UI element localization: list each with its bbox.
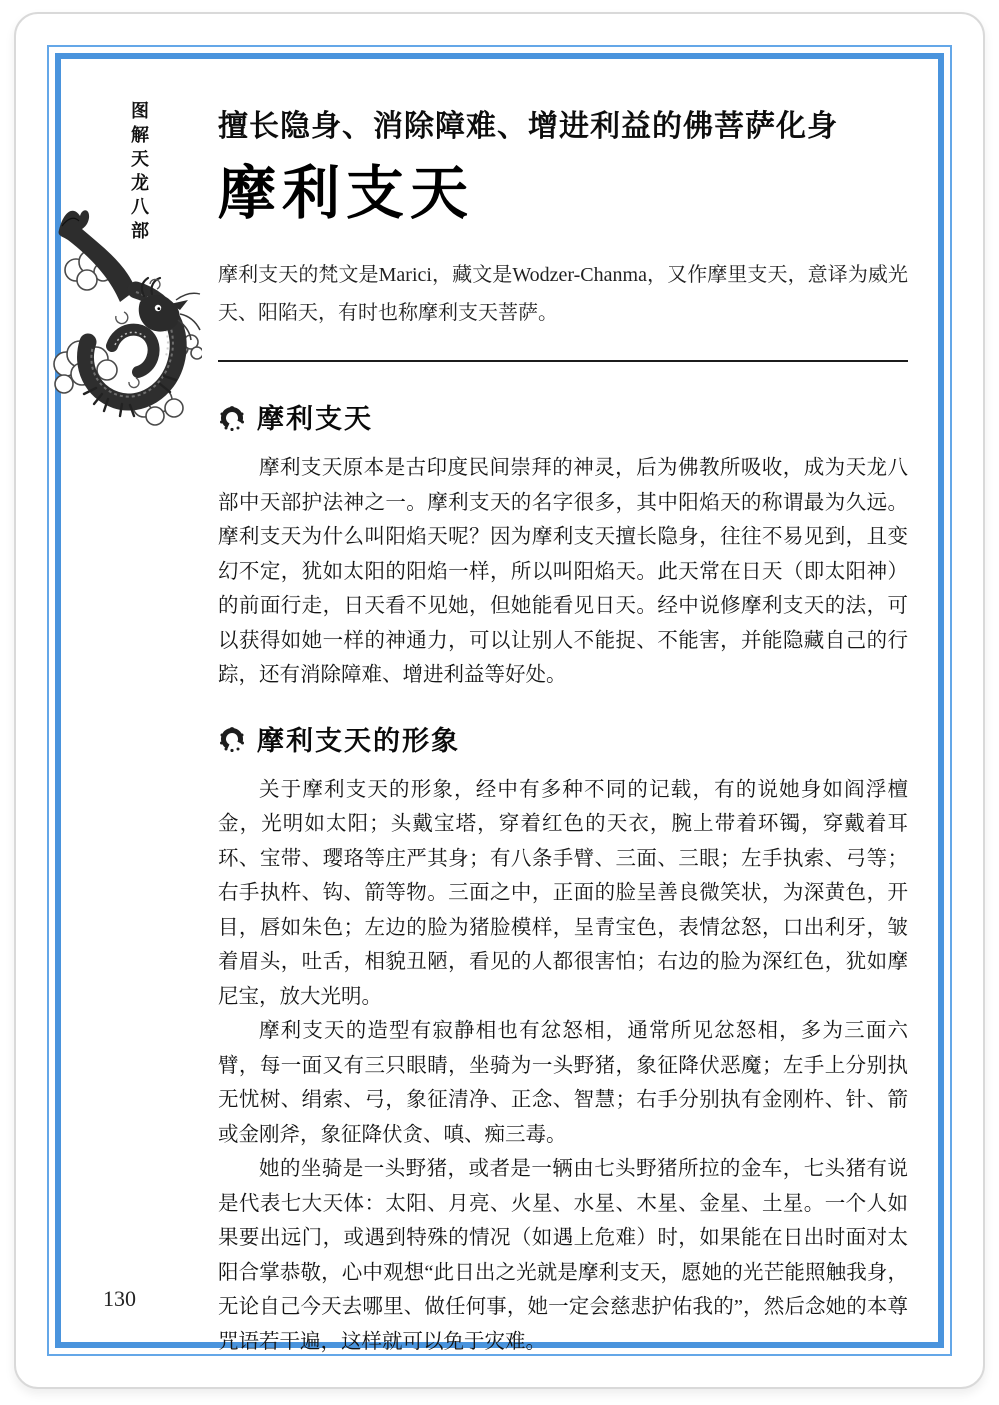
section-2-paragraph: 关于摩利支天的形象，经中有多种不同的记载，有的说她身如阎浮檀金，光明如太阳；头戴宝塔，穿着红色的天衣，腕上带着环镯，穿戴着耳环、宝带、璎珞等庄严其身；有八条手臂、三面、三眼；左手执索、弓等；右手执杵、钩、箭等物。三面之中，正面的脸呈善良微笑状，为深黄色，开目，唇如朱色；左边的脸为猪脸模样，呈青宝色，表情忿怒，口出利牙，皱着眉头，吐舌，相貌丑陋，看见的人都很害怕；右边的脸为深红色，犹如摩尼宝，放大光明。	[218, 778, 908, 1008]
section-heading-row	[218, 719, 908, 758]
dragon-tail	[59, 210, 136, 302]
buddhist-ornament-icon	[218, 403, 246, 431]
section-divider-rule	[218, 360, 908, 362]
buddhist-ornament-icon	[218, 724, 246, 752]
section-2-paragraph: 她的坐骑是一头野猪，或者是一辆由七头野猪所拉的金车，七头猪有说是代表七大天体：太阳、月亮、火星、水星、木星、金星、土星。一个人如果要出远门，或遇到特殊的情况（如遇上危难）时，如果能在日出时面对太阳合掌恭敬，心中观想“此日出之光就是摩利支天，愿她的光芒能照触我身，无论自己今天去哪里、做任何事，她一定会慈悲护佑我的”，然后念她的本尊咒语若干遍，这样就可以免于灾难。	[218, 1158, 908, 1353]
section-heading-row	[218, 397, 908, 436]
book-series-vertical-label: 图解天龙八部	[129, 101, 149, 245]
page-number: 130	[103, 1286, 136, 1311]
section-1-paragraph: 摩利支天原本是古印度民间崇拜的神灵，后为佛教所吸收，成为天龙八部中天部护法神之一。摩利支天的名字很多，其中阳焰天的称谓最为久远。摩利支天为什么叫阳焰天呢？因为摩利支天擅长隐身，往往不易见到，且变幻不定，犹如太阳的阳焰一样，所以叫阳焰天。此天常在日天（即太阳神）的前面行走，日天看不见她，但她能看见日天。经中说修摩利支天的法，可以获得如她一样的神通力，可以让别人不能捉、不能害，并能隐藏自己的行踪，还有消除障难、增进利益等好处。	[218, 457, 908, 686]
section-1-heading: 摩利支天	[257, 404, 373, 434]
dragon-illustration	[52, 196, 202, 428]
section-2-heading: 摩利支天的形象	[257, 725, 460, 756]
intro-paragraph: 摩利支天的梵文是Marici，藏文是Wodzer-Chanma，又作摩里支天，意译为威光天、阳陷天，有时也称摩利支天菩萨。	[218, 264, 908, 324]
main-text-column	[218, 110, 908, 1359]
page-title: 摩利支天	[218, 161, 475, 226]
section-2-paragraph: 摩利支天的造型有寂静相也有忿怒相，通常所见忿怒相，多为三面六臂，每一面又有三只眼睛，坐骑为一头野猪，象征降伏恶魔；左手上分别执无忧树、绢索、弓，象征清净、正念、智慧；右手分别执有金刚杵、针、箭或金刚斧，象征降伏贪、嗔、痴三毒。	[218, 1020, 908, 1146]
chapter-subtitle: 擅长隐身、消除障难、增进利益的佛菩萨化身	[218, 110, 838, 143]
